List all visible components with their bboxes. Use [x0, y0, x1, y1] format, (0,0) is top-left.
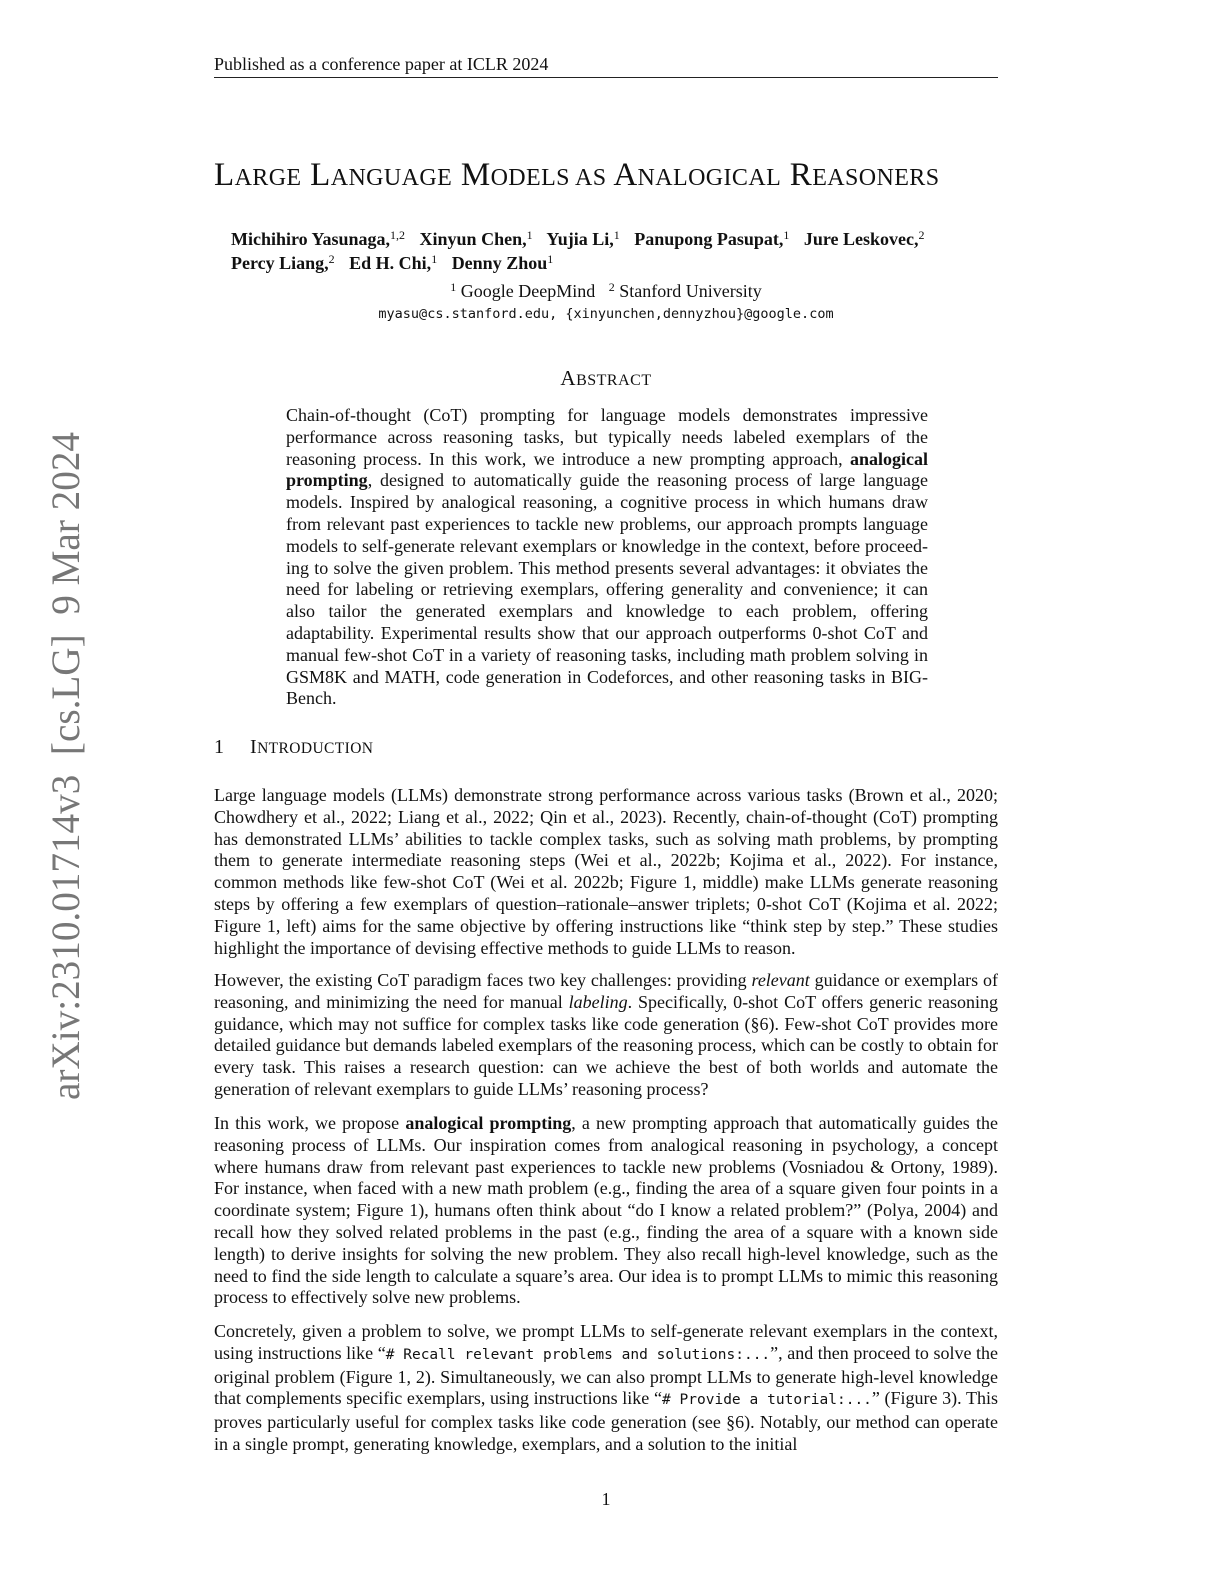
- affiliations: $^1$ Google DeepMind $^2$ Stanford University: [450, 280, 762, 301]
- affiliation: Stanford University: [619, 281, 762, 301]
- author: Xinyun Chen,$^1$: [419, 228, 533, 249]
- paper-title: LARGE LANGUAGE MODELS AS ANALOGICAL REASONERS: [214, 157, 940, 193]
- author: Percy Liang,$^2$: [231, 252, 335, 273]
- author: Michihiro Yasunaga,$^{1,2}$: [231, 228, 406, 249]
- abstract-emphasis: analogical prompting: [286, 448, 928, 491]
- page-number: 1: [601, 1489, 611, 1509]
- author-list: [231, 227, 991, 275]
- author: Yujia Li,$^1$: [546, 228, 620, 249]
- abstract-body: Chain-of-thought (CoT) prompting for language models demonstrates impressive performance across reasoning tasks, but typically needs labeled exemplars of the reasoning process. In this work, we introduce a new prompting approach, analogical prompting, designed to automatically guide the reasoning process of large language models. Inspired by analogical reasoning, a cognitive process in which humans draw from relevant past experiences to tackle new problems, our approach prompts language models to self-generate relevant exemplars or knowledge in the context, before proceed-ing to solve the given problem. This method presents several advantages: it obviates the need for labeling or retrieving exemplars, offering generality and convenience; it can also tailor the generated exemplars and knowledge to each problem, offering adaptability. Experimental results show that our approach outperforms 0-shot CoT and manual few-shot CoT in a variety of reasoning tasks, including math problem solving in GSM8K and MATH, code generation in Codeforces, and other reasoning tasks in BIG-Bench.: [286, 405, 928, 709]
- author: Jure Leskovec,$^2$: [803, 228, 925, 249]
- intro-paragraph-3: In this work, we propose analogical prompting, a new prompting approach that automatically guides the reasoning process of LLMs. Our inspiration comes from analogical reasoning in psychology, a concept where humans draw from relevant past experiences to tackle new problems (Vosniadou & Ortony, 1989). For instance, when faced with a new math problem (e.g., finding the area of a square given four points in a coordinate system; Figure 1), humans often think about “do I know a related problem?” (Polya, 2004) and recall how they solved related problems in the past (e.g., finding the area of a square with a known side length) to derive insights for solving the new problem. They also recall high-level knowledge, such as the need to find the side length to calculate a square’s area. Our idea is to prompt LLMs to mimic this reasoning process to effectively solve new problems.: [214, 1113, 998, 1308]
- intro-paragraph-1: Large language models (LLMs) demonstrate strong performance across various tasks (Brown et al., 2020; Chowdhery et al., 2022; Liang et al., 2022; Qin et al., 2023). Recently, chain-of-thought (CoT) prompting has demonstrated LLMs’ abilities to tackle complex tasks, such as solving math problems, by prompting them to generate intermediate reasoning steps (Wei et al., 2022b; Kojima et al., 2022). For instance, common methods like few-shot CoT (Wei et al. 2022b; Figure 1, middle) make LLMs generate reasoning steps by offering a few exemplars of question–rationale–answer triplets; 0-shot CoT (Kojima et al. 2022; Figure 1, left) aims for the same objective by offering instructions like “think step by step.” These studies highlight the importance of devising effective methods to guide LLMs to reason.: [214, 785, 998, 958]
- code-snippet: # Recall relevant problems and solutions:...: [385, 1346, 771, 1363]
- arxiv-stamp-svg: [43, 417, 89, 1100]
- author-emails: myasu@cs.stanford.edu, {xinyunchen,dennyzhou}@google.com: [378, 306, 834, 322]
- abstract-heading: ABSTRACT: [560, 366, 652, 390]
- intro-paragraph-4: Concretely, given a problem to solve, we prompt LLMs to self-generate relevant exemplars in the context, using instructions like “# Recall relevant problems and solutions:...”, and then proceed to solve the original problem (Figure 1, 2). Simultaneously, we can also prompt LLMs to generate high-level knowledge that complements specific exemplars, using instructions like “# Provide a tutorial:...” (Figure 3). This proves particularly useful for complex tasks like code generation (see §6). Notably, our method can operate in a single prompt, generating knowledge, exemplars, and a solution to the initial: [214, 1321, 999, 1454]
- author: Ed H. Chi,$^1$: [349, 252, 438, 273]
- running-header: Published as a conference paper at ICLR 2024: [214, 52, 998, 78]
- code-snippet: # Provide a tutorial:...: [661, 1392, 872, 1409]
- intro-paragraph-2: However, the existing CoT paradigm faces two key challenges: providing relevant guidance or exemplars of reasoning, and minimizing the need for manual labeling. Specifically, 0-shot CoT offers generic reasoning guidance, which may not suffice for complex tasks like code generation (§6). Few-shot CoT provides more detailed guidance but demands labeled exemplars of the reasoning process, which can be costly to obtain for every task. This raises a research question: can we achieve the best of both worlds and automate the generation of relevant exemplars to guide LLMs’ reasoning process?: [214, 970, 998, 1099]
- arxiv-stamp-text: arXiv:2310.01714v3 [cs.LG] 9 Mar 2024: [43, 417, 88, 1100]
- affiliation: Google DeepMind: [460, 281, 596, 301]
- author: Panupong Pasupat,$^1$: [634, 228, 790, 249]
- arxiv-stamp: [43, 417, 89, 1100]
- author: Denny Zhou$^1$: [451, 252, 554, 273]
- section-heading-introduction: 1 INTRODUCTION: [214, 736, 374, 758]
